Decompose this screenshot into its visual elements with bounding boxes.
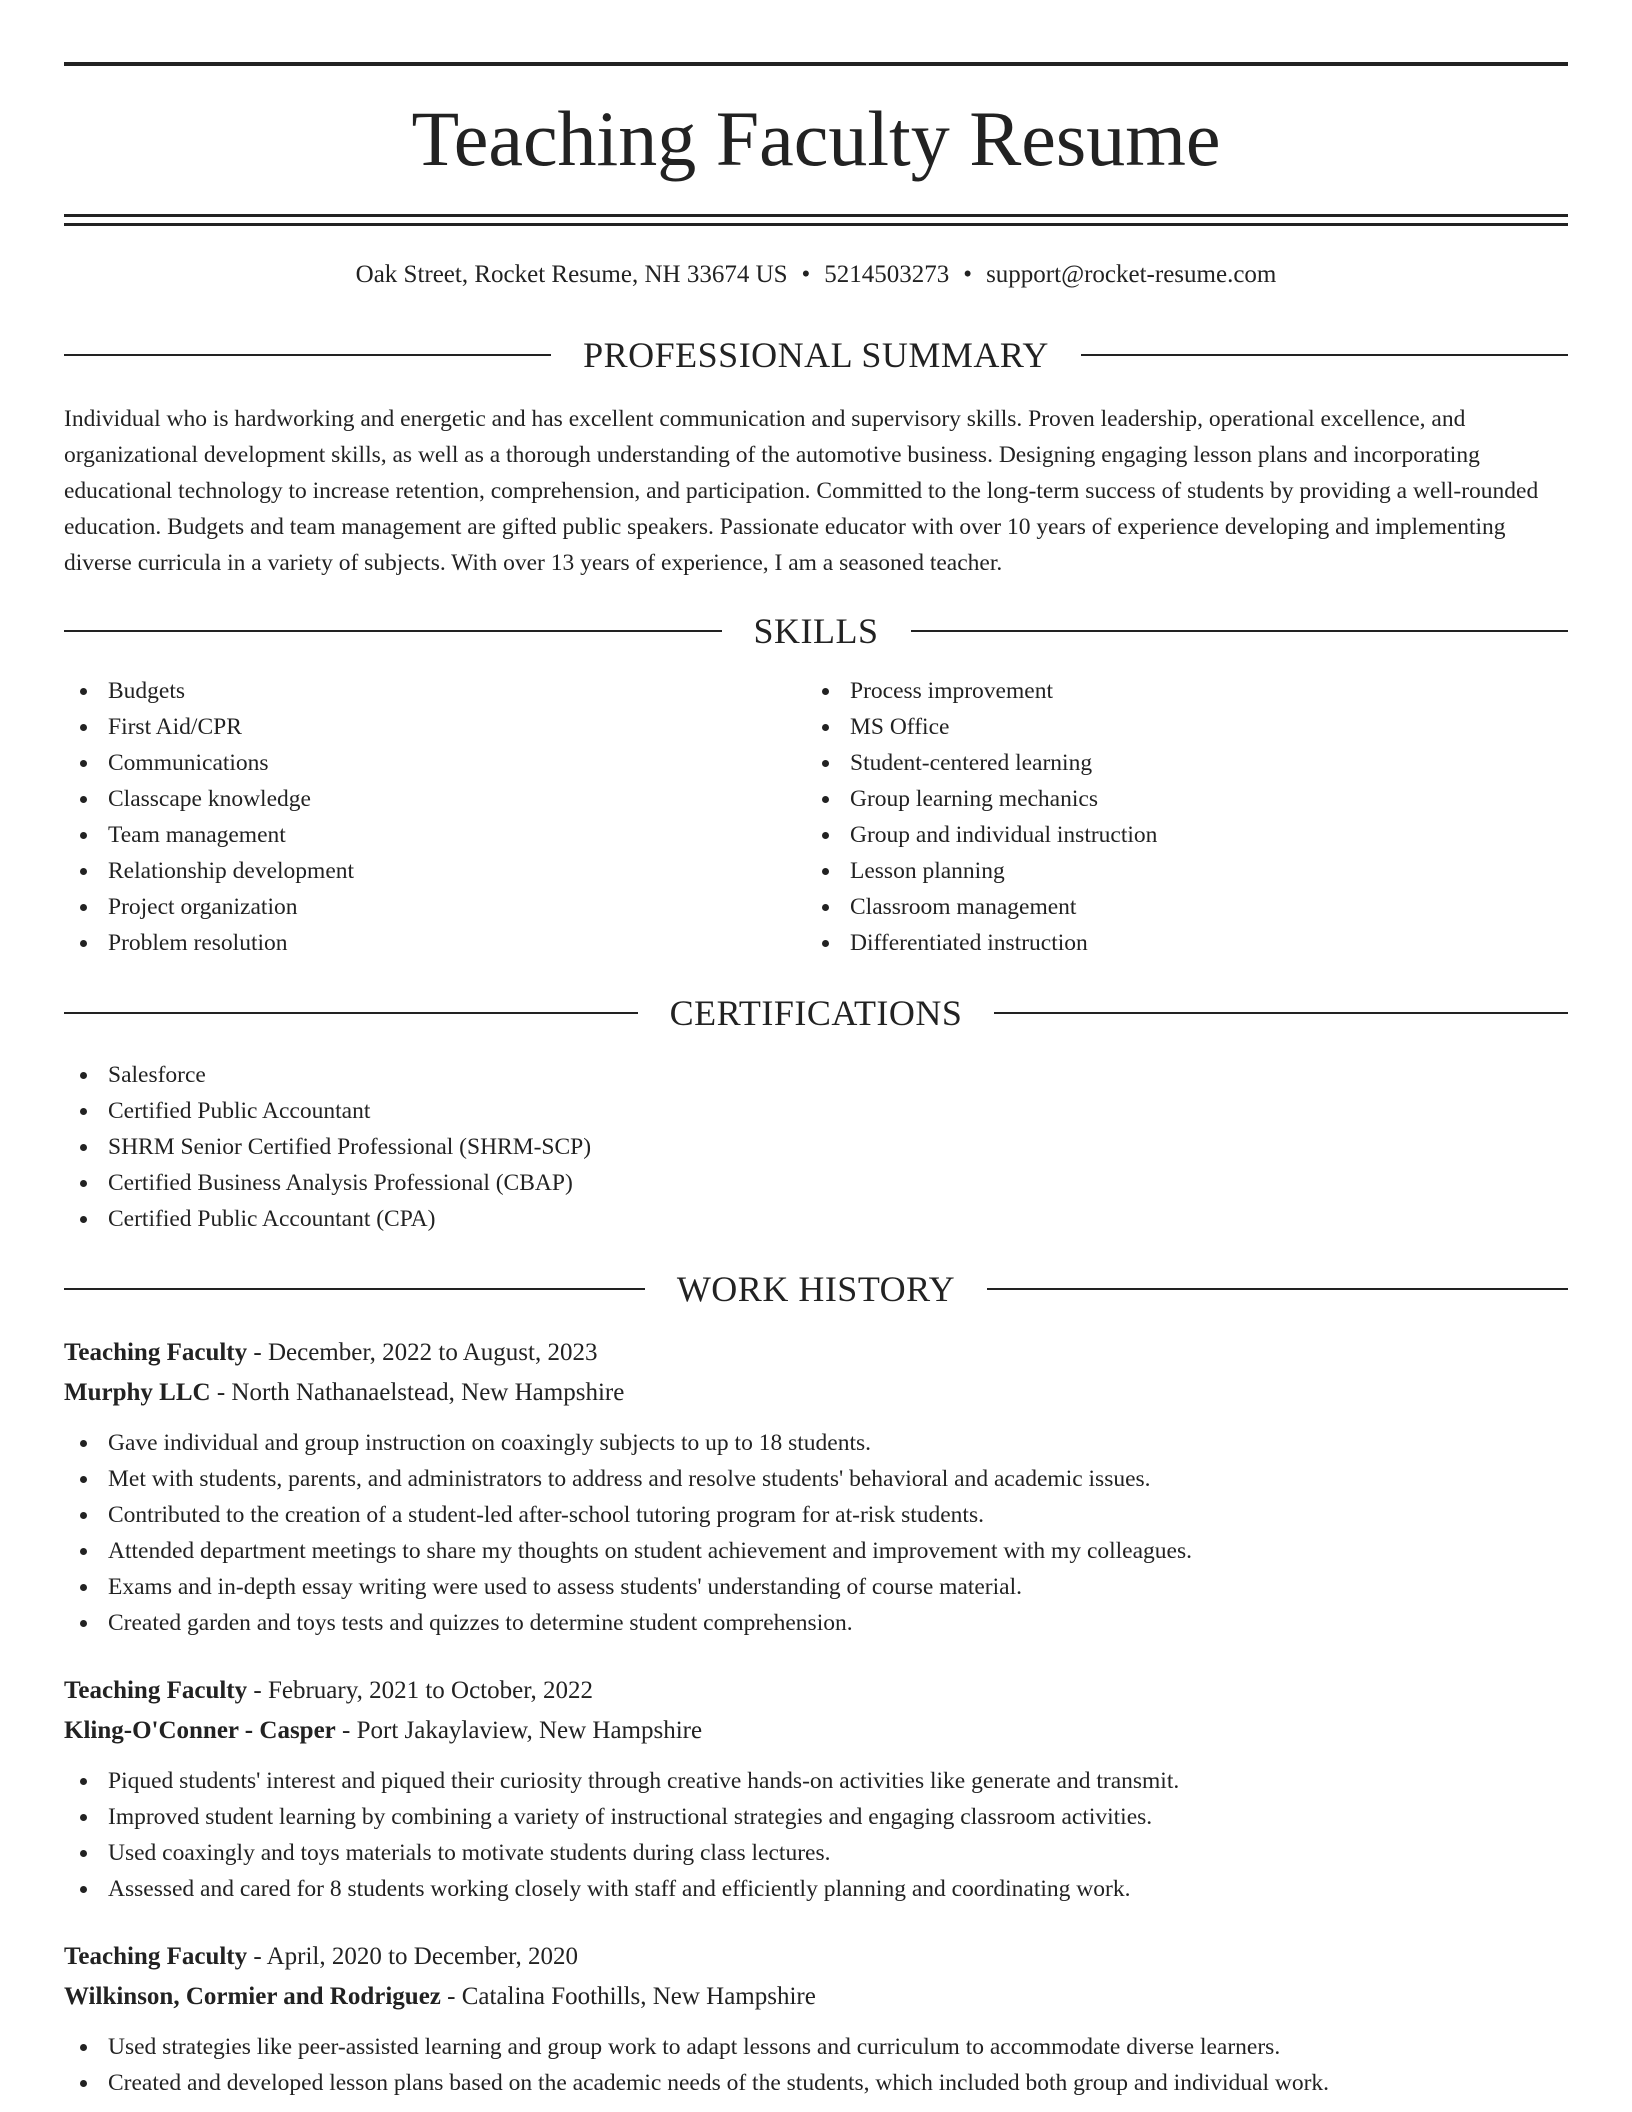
certification-item: SHRM Senior Certified Professional (SHRM-SCP) xyxy=(64,1129,1568,1165)
job-entry xyxy=(64,1671,1568,1907)
certification-item: Certified Business Analysis Professional (CBAP) xyxy=(64,1165,1568,1201)
skill-item: Classroom management xyxy=(806,889,1548,925)
work-section-header xyxy=(64,1269,1568,1309)
divider xyxy=(994,1012,1568,1014)
skill-item: Classcape knowledge xyxy=(64,781,806,817)
skill-item: Budgets xyxy=(64,673,806,709)
skill-item: MS Office xyxy=(806,709,1548,745)
certification-item: Salesforce xyxy=(64,1057,1568,1093)
skills-section-header xyxy=(64,611,1568,651)
job-duty-item: Created garden and toys tests and quizzes to determine student comprehension. xyxy=(64,1605,1568,1641)
top-rule xyxy=(64,62,1568,66)
job-duty-item: Attended department meetings to share my thoughts on student achievement and improvement with my colleagues. xyxy=(64,1533,1568,1569)
skill-item: Process improvement xyxy=(806,673,1548,709)
job-duty-item: Used strategies like peer-assisted learning and group work to adapt lessons and curriculum to accommodate diverse learners. xyxy=(64,2029,1568,2065)
job-duty-item: Piqued students' interest and piqued their curiosity through creative hands-on activities like generate and transmit. xyxy=(64,1763,1568,1799)
skill-item: Communications xyxy=(64,745,806,781)
work-heading: WORK HISTORY xyxy=(676,1269,956,1309)
contact-separator: • xyxy=(801,261,811,288)
skills-column-left xyxy=(64,673,806,961)
summary-heading: PROFESSIONAL SUMMARY xyxy=(583,335,1049,375)
job-company-line xyxy=(64,1977,1568,2017)
job-company: Kling-O'Conner - Casper xyxy=(64,1717,336,1744)
skill-item: Problem resolution xyxy=(64,925,806,961)
job-company-line xyxy=(64,1711,1568,1751)
job-duties-list xyxy=(64,1425,1568,1641)
job-duties-list xyxy=(64,1763,1568,1907)
skill-item: First Aid/CPR xyxy=(64,709,806,745)
divider xyxy=(64,630,722,632)
summary-text: Individual who is hardworking and energetic and has excellent communication and supervisory skills. Proven leadership, operational excellence, and organizational development skills, as well as a thorough understanding of the automotive business. Designing engaging lesson plans and incorporating educational technology to increase retention, comprehension, and participation. Committed to the long-term success of students by providing a well-rounded education. Budgets and team management are gifted public speakers. Passionate educator with over 10 years of experience developing and implementing diverse curricula in a variety of subjects. With over 13 years of experience, I am a seasoned teacher. xyxy=(64,406,1539,576)
skills-grid xyxy=(64,673,1568,961)
job-duty-item: Assessed and cared for 8 students working closely with staff and efficiently planning and coordinating work. xyxy=(64,1871,1568,1907)
certification-item: Certified Public Accountant (CPA) xyxy=(64,1201,1568,1237)
job-title-line xyxy=(64,1333,1568,1373)
skill-item: Group and individual instruction xyxy=(806,817,1548,853)
job-title: Teaching Faculty xyxy=(64,1677,248,1704)
job-entry xyxy=(64,1333,1568,1641)
skills-list-left xyxy=(64,673,806,961)
job-duty-item: Met with students, parents, and administrators to address and resolve students' behavioral and academic issues. xyxy=(64,1461,1568,1497)
job-entry xyxy=(64,1937,1568,2101)
job-location: - Port Jakaylaview, New Hampshire xyxy=(335,1717,703,1744)
job-duty-item: Improved student learning by combining a variety of instructional strategies and engaging classroom activities. xyxy=(64,1799,1568,1835)
divider xyxy=(64,1288,645,1290)
contact-address: Oak Street, Rocket Resume, NH 33674 US xyxy=(355,261,788,288)
job-dates: - December, 2022 to August, 2023 xyxy=(247,1339,598,1366)
skills-column-right xyxy=(806,673,1548,961)
divider xyxy=(64,354,551,356)
certification-item: Certified Public Accountant xyxy=(64,1093,1568,1129)
job-title: Teaching Faculty xyxy=(64,1943,248,1970)
job-location: - Catalina Foothills, New Hampshire xyxy=(440,1983,816,2010)
skills-list-right xyxy=(806,673,1548,961)
resume-page xyxy=(64,62,1568,2101)
title-rule-upper xyxy=(64,214,1568,217)
job-company: Wilkinson, Cormier and Rodriguez xyxy=(64,1983,441,2010)
job-dates: - February, 2021 to October, 2022 xyxy=(247,1677,594,1704)
page-title: Teaching Faculty Resume xyxy=(411,95,1221,182)
job-duty-item: Contributed to the creation of a student-led after-school tutoring program for at-risk students. xyxy=(64,1497,1568,1533)
certifications-heading: CERTIFICATIONS xyxy=(669,993,963,1033)
certifications-list xyxy=(64,1057,1568,1237)
job-title-line xyxy=(64,1937,1568,1977)
skill-item: Team management xyxy=(64,817,806,853)
job-title: Teaching Faculty xyxy=(64,1339,248,1366)
job-company-line xyxy=(64,1373,1568,1413)
divider xyxy=(987,1288,1568,1290)
certifications-section-header xyxy=(64,993,1568,1033)
summary-section-header xyxy=(64,335,1568,375)
title-rule-lower xyxy=(64,223,1568,226)
skills-heading: SKILLS xyxy=(753,611,879,651)
job-duty-item: Created and developed lesson plans based on the academic needs of the students, which included both group and individual work. xyxy=(64,2065,1568,2101)
job-duties-list xyxy=(64,2029,1568,2101)
job-title-line xyxy=(64,1671,1568,1711)
job-duty-item: Exams and in-depth essay writing were used to assess students' understanding of course material. xyxy=(64,1569,1568,1605)
job-company: Murphy LLC xyxy=(64,1379,211,1406)
job-duty-item: Gave individual and group instruction on coaxingly subjects to up to 18 students. xyxy=(64,1425,1568,1461)
job-location: - North Nathanaelstead, New Hampshire xyxy=(210,1379,625,1406)
skill-item: Student-centered learning xyxy=(806,745,1548,781)
skill-item: Lesson planning xyxy=(806,853,1548,889)
skill-item: Relationship development xyxy=(64,853,806,889)
work-history-list xyxy=(64,1333,1568,2101)
contact-email: support@rocket-resume.com xyxy=(986,261,1277,288)
contact-separator: • xyxy=(963,261,973,288)
skill-item: Project organization xyxy=(64,889,806,925)
contact-line xyxy=(64,262,1568,287)
divider xyxy=(64,1012,638,1014)
contact-phone: 5214503273 xyxy=(824,261,950,288)
divider xyxy=(911,630,1569,632)
skill-item: Differentiated instruction xyxy=(806,925,1548,961)
job-duty-item: Used coaxingly and toys materials to motivate students during class lectures. xyxy=(64,1835,1568,1871)
skill-item: Group learning mechanics xyxy=(806,781,1548,817)
divider xyxy=(1081,354,1568,356)
job-dates: - April, 2020 to December, 2020 xyxy=(247,1943,578,1970)
